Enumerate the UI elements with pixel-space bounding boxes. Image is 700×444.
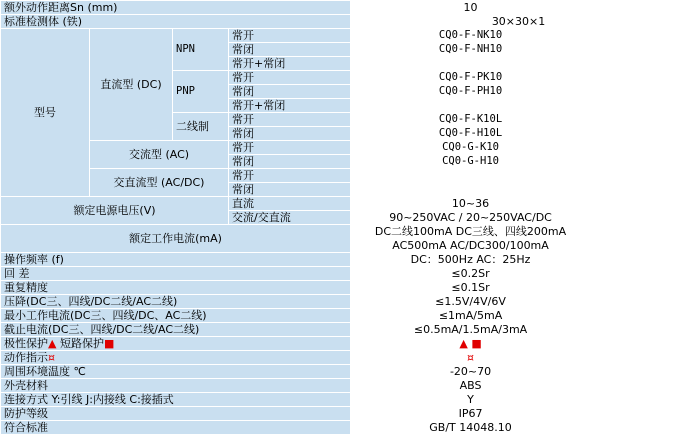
twowire-no: 常开 [229, 113, 351, 127]
dc-label: 直流型 (DC) [90, 29, 173, 141]
voltage-dc-value: 10~36 [351, 197, 591, 211]
twowire-nc: 常闭 [229, 127, 351, 141]
npn-nonc: 常开+常闭 [229, 57, 351, 71]
mincur-value: ≤1mA/5mA [351, 309, 591, 323]
voltage-dc: 直流 [229, 197, 351, 211]
current-label: 额定工作电流(mA) [1, 225, 351, 253]
twowire-label: 二线制 [173, 113, 229, 141]
triangle-icon: ▲ [48, 337, 57, 350]
npn-nc-model: CQ0-F-NH10 [351, 43, 591, 57]
temp-label: 周围环境温度 ℃ [1, 365, 351, 379]
ip-value: IP67 [351, 407, 591, 421]
table-row [1, 225, 687, 239]
ac-label: 交流型 (AC) [90, 141, 229, 169]
current-value-1: DC二线100mA DC三线、四线200mA [351, 225, 591, 239]
square-icon: ■ [103, 337, 115, 350]
ac-no-model: CQ0-G-K10 [351, 141, 591, 155]
mincur-label: 最小工作电流(DC三、四线/DC、AC二线) [1, 309, 351, 323]
square-icon: ■ [471, 337, 482, 350]
table-row [1, 267, 687, 281]
drop-label: 压降(DC三、四线/DC二线/AC二线) [1, 295, 351, 309]
table-row [1, 407, 687, 421]
npn-label: NPN [173, 29, 229, 71]
standard-value: GB/T 14048.10 [351, 421, 591, 435]
table-row [1, 421, 687, 435]
table-row [1, 337, 687, 351]
ac-nc: 常闭 [229, 155, 351, 169]
target-label: 标准检测体 (铁) [1, 15, 351, 29]
npn-nc: 常闭 [229, 43, 351, 57]
table-row [1, 1, 687, 15]
table-row [1, 393, 687, 407]
table-row [1, 141, 687, 155]
freq-value: DC：500Hz AC：25Hz [351, 253, 591, 267]
hyst-label: 回 差 [1, 267, 351, 281]
material-value: ABS [351, 379, 591, 393]
freq-label: 操作频率 (f) [1, 253, 351, 267]
ac-no: 常开 [229, 141, 351, 155]
table-row [1, 281, 687, 295]
indicator-value [351, 351, 591, 365]
indicator-icon: ¤ [48, 351, 55, 364]
pnp-no: 常开 [229, 71, 351, 85]
indicator-label: 动作指示¤ [1, 351, 351, 365]
pnp-nc-model: CQ0-F-PH10 [351, 85, 591, 99]
indicator-icon: ¤ [467, 351, 475, 364]
ip-label: 防护等级 [1, 407, 351, 421]
standard-label: 符合标准 [1, 421, 351, 435]
pnp-nc: 常闭 [229, 85, 351, 99]
npn-no: 常开 [229, 29, 351, 43]
acdc-nc: 常闭 [229, 183, 351, 197]
voltage-label: 额定电源电压(V) [1, 197, 229, 225]
repeat-value: ≤0.1Sr [351, 281, 591, 295]
connect-label: 连接方式 Y:引线 J:内接线 C:接插式 [1, 393, 351, 407]
pnp-no-model: CQ0-F-PK10 [351, 71, 591, 85]
table-row [1, 15, 687, 29]
table-row [1, 351, 687, 365]
target-value: 30×30×1 [351, 15, 687, 29]
leak-value: ≤0.5mA/1.5mA/3mA [351, 323, 591, 337]
npn-no-model: CQ0-F-NK10 [351, 29, 591, 43]
voltage-acdc-value: 90~250VAC / 20~250VAC/DC [351, 211, 591, 225]
twowire-nc-model: CQ0-F-H10L [351, 127, 591, 141]
distance-label: 额外动作距离Sn (mm) [1, 1, 351, 15]
current-value-2: AC500mA AC/DC300/100mA [351, 239, 591, 253]
short-protect-label: 短路保护 [59, 337, 104, 350]
acdc-label: 交直流型 (AC/DC) [90, 169, 229, 197]
acdc-no: 常开 [229, 169, 351, 183]
repeat-label: 重复精度 [1, 281, 351, 295]
pnp-label: PNP [173, 71, 229, 113]
table-row [1, 379, 687, 393]
ac-nc-model: CQ0-G-H10 [351, 155, 591, 169]
twowire-no-model: CQ0-F-K10L [351, 113, 591, 127]
hyst-value: ≤0.2Sr [351, 267, 591, 281]
table-row [1, 197, 687, 211]
drop-value: ≤1.5V/4V/6V [351, 295, 591, 309]
triangle-icon: ▲ [459, 337, 468, 350]
table-row [1, 309, 687, 323]
distance-value: 10 [351, 1, 591, 15]
table-row [1, 169, 687, 183]
protect-value [351, 337, 591, 351]
table-row [1, 295, 687, 309]
leak-label: 截止电流(DC三、四线/DC二线/AC二线) [1, 323, 351, 337]
temp-value: -20~70 [351, 365, 591, 379]
table-row [1, 323, 687, 337]
connect-value: Y [351, 393, 591, 407]
model-label: 型号 [1, 29, 90, 197]
table-row [1, 29, 687, 43]
material-label: 外壳材料 [1, 379, 351, 393]
voltage-acdc: 交流/交直流 [229, 211, 351, 225]
table-row [1, 253, 687, 267]
table-row [1, 365, 687, 379]
protect-label [1, 337, 351, 351]
polarity-protect-label: 极性保护 [4, 337, 48, 350]
pnp-nonc: 常开+常闭 [229, 99, 351, 113]
